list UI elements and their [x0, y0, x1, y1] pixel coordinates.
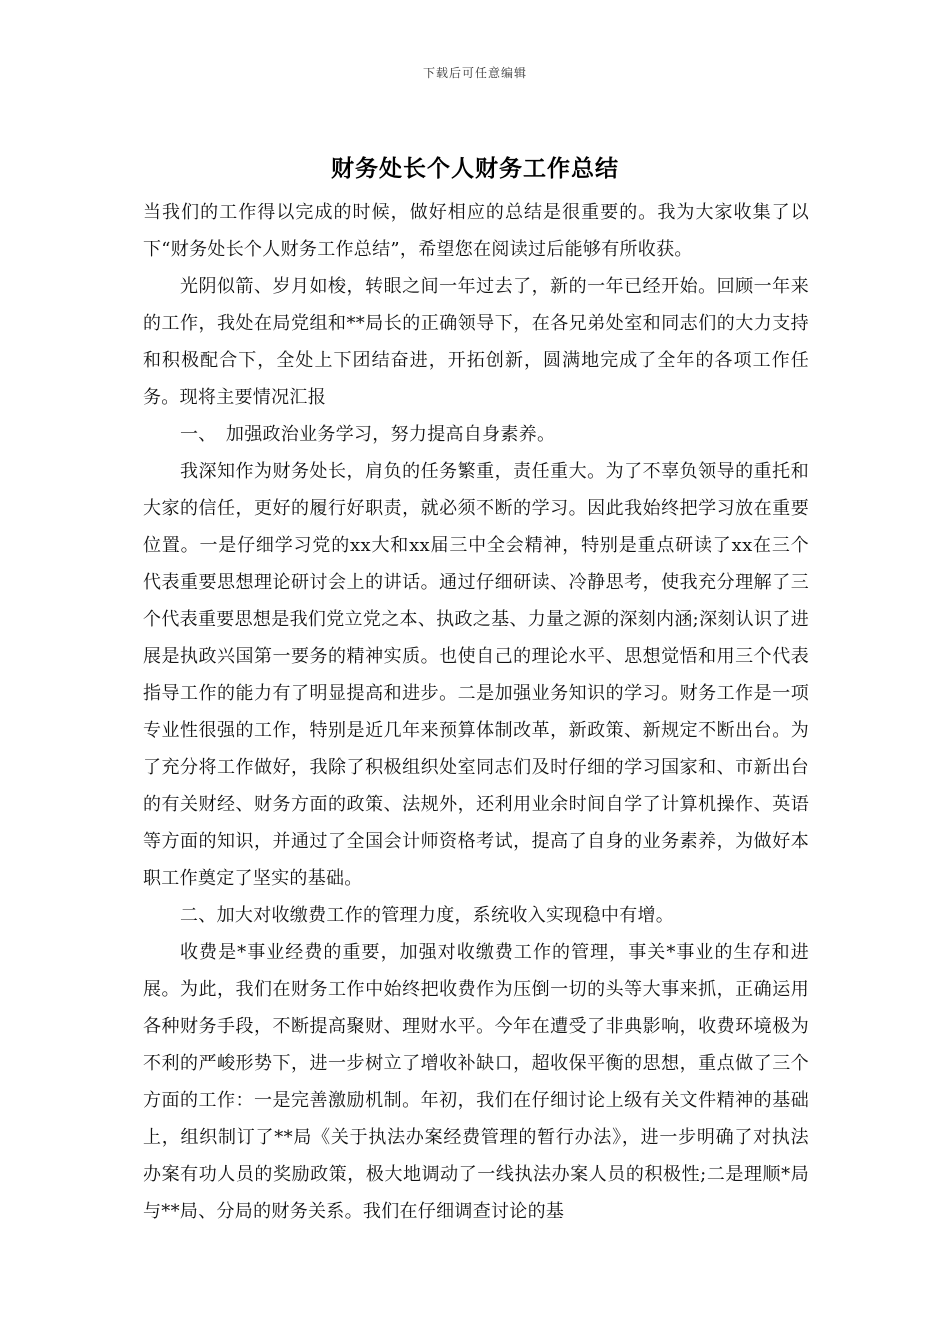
- paragraph-body: 我深知作为财务处长，肩负的任务繁重，责任重大。为了不辜负领导的重托和大家的信任，更好的履行好职责，就必须不断的学习。因此我始终把学习放在重要位置。一是仔细学习党的xx大和xx届三中全会精神，特别是重点研读了xx在三个代表重要思想理论研讨会上的讲话。通过仔细研读、冷静思考，使我充分理解了三个代表重要思想是我们党立党之本、执政之基、力量之源的深刻内涵;深刻认识了进展是执政兴国第一要务的精神实质。也使自己的理论水平、思想觉悟和用三个代表指导工作的能力有了明显提高和进步。二是加强业务知识的学习。财务工作是一项专业性很强的工作，特别是近几年来预算体制改革，新政策、新规定不断出台。为了充分将工作做好，我除了积极组织处室同志们及时仔细的学习国家和、市新出台的有关财经、财务方面的政策、法规外，还利用业余时间自学了计算机操作、英语等方面的知识，并通过了全国会计师资格考试，提高了自身的业务素养，为做好本职工作奠定了坚实的基础。: [143, 461, 809, 889]
- page-header-note: 下载后可任意编辑: [422, 66, 527, 80]
- document-body: [143, 194, 809, 1230]
- document-title: 财务处长个人财务工作总结: [331, 155, 619, 182]
- paragraph-body: 收费是*事业经费的重要，加强对收缴费工作的管理，事关*事业的生存和进展。为此，我们在财务工作中始终把收费作为压倒一切的头等大事来抓，正确运用各种财务手段，不断提高聚财、理财水平。今年在遭受了非典影响，收费环境极为不利的严峻形势下，进一步树立了增收补缺口，超收保平衡的思想，重点做了三个方面的工作：一是完善激励机制。年初，我们在仔细讨论上级有关文件精神的基础上，组织制订了**局《关于执法办案经费管理的暂行办法》，进一步明确了对执法办案有功人员的奖励政策，极大地调动了一线执法办案人员的积极性;二是理顺*局与**局、分局的财务关系。我们在仔细调查讨论的基: [143, 942, 809, 1222]
- section-heading: 二、加大对收缴费工作的管理力度，系统收入实现稳中有增。: [180, 905, 675, 926]
- paragraph-body: 光阴似箭、岁月如梭，转眼之间一年过去了，新的一年已经开始。回顾一年来的工作，我处在局党组和**局长的正确领导下，在各兄弟处室和同志们的大力支持和积极配合下，全处上下团结奋进，开拓创新，圆满地完成了全年的各项工作任务。现将主要情况汇报: [143, 276, 809, 408]
- paragraph-intro: 当我们的工作得以完成的时候，做好相应的总结是很重要的。我为大家收集了以下“财务处长个人财务工作总结”，希望您在阅读过后能够有所收获。: [143, 202, 809, 260]
- section-heading: 一、 加强政治业务学习，努力提高自身素养。: [180, 424, 556, 445]
